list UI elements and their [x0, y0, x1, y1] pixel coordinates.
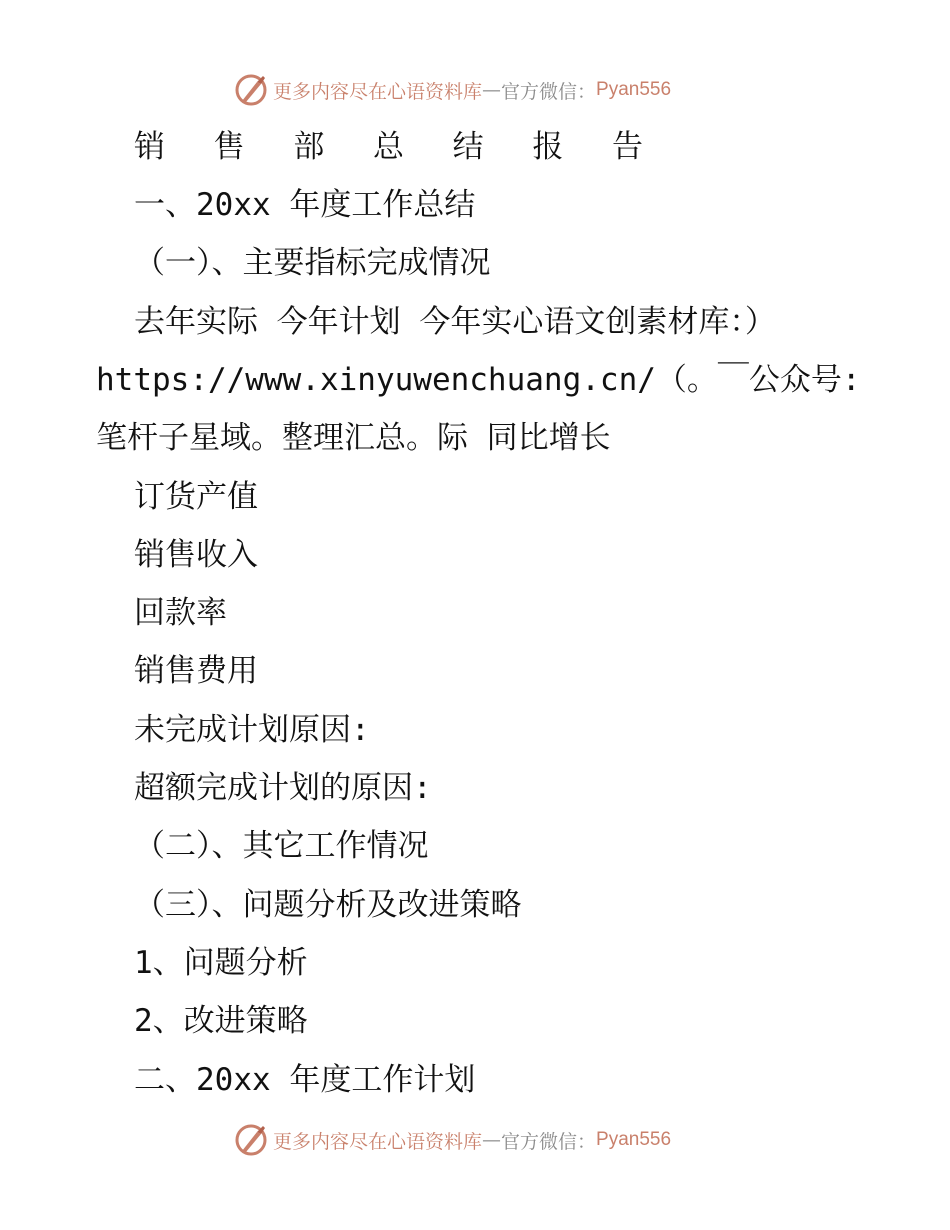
paragraph-line: 超额完成计划的原因:	[134, 770, 432, 806]
list-item: 销售收入	[134, 537, 258, 573]
document-title: 销 售 部 总 结 报 告	[134, 129, 658, 165]
watermark-official-label: 官方微信：	[501, 1130, 597, 1153]
section-heading: 二、20xx 年度工作计划	[134, 1062, 476, 1098]
quill-pen-circle-icon	[233, 72, 269, 108]
watermark-wechat-id: Pyan556	[596, 1129, 672, 1150]
watermark-dash: —	[482, 1129, 502, 1151]
watermark-dash: —	[482, 79, 502, 101]
watermark-main-text: 更多内容尽在心语资料库	[273, 1130, 483, 1153]
watermark-main-text: 更多内容尽在心语资料库	[273, 80, 483, 103]
watermark-official-label: 官方微信：	[501, 80, 597, 103]
list-item: 销售费用	[134, 653, 258, 689]
list-item: 2、改进策略	[134, 1003, 308, 1039]
paragraph-line: https://www.xinyuwenchuang.cn/（。￣公众号:	[96, 362, 861, 398]
subsection-heading: （二）、其它工作情况	[134, 828, 429, 864]
header-watermark	[233, 72, 671, 108]
section-heading: 一、20xx 年度工作总结	[134, 187, 476, 223]
watermark-wechat-id: Pyan556	[596, 79, 672, 100]
subsection-heading: （三）、问题分析及改进策略	[134, 887, 522, 923]
quill-pen-circle-icon	[233, 1122, 269, 1158]
paragraph-line: 未完成计划原因:	[134, 712, 370, 748]
list-item: 1、问题分析	[134, 945, 308, 981]
paragraph-line: 去年实际 今年计划 今年实心语文创素材库：）	[134, 304, 776, 340]
paragraph-line: 笔杆子星域。整理汇总。际 同比增长	[96, 420, 611, 456]
list-item: 回款率	[134, 595, 227, 631]
footer-watermark	[233, 1122, 671, 1158]
subsection-heading: （一）、主要指标完成情况	[134, 245, 491, 281]
list-item: 订货产值	[134, 479, 258, 515]
